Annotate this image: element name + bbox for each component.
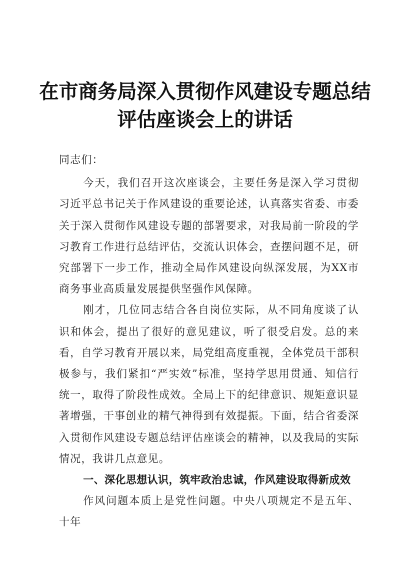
salutation: 同志们： <box>59 154 104 166</box>
document-body <box>59 150 359 534</box>
section-paragraph: 作风问题本质上是党性问题。中央八项规定不是五年、十年 <box>59 495 359 529</box>
section-heading: 一、深化思想认识，筑牢政治忠诚，作风建设取得新成效 <box>83 474 351 487</box>
document-title: 在市商务局深入贯彻作风建设专题总结评估座谈会上的讲话 <box>39 80 371 131</box>
paragraph-intro: 今天，我们召开这次座谈会，主要任务是深入学习贯彻习近平总书记关于作风建设的重要论述，认真落实省委、市委关于深入贯彻作风建设专题的部署要求，对我局前一阶段的学习教育工作进行总结评估，交流认识体会，查摆问题不足，研究部署下一步工作，推动全局作风建设向纵深发展，为XX市商务事业高质量发展提供坚强作风保障。 <box>59 177 359 296</box>
paragraph-summary: 刚才，几位同志结合各自岗位实际，从不同角度谈了认识和体会，提出了很好的意见建议，听了很受启发。总的来看，自学习教育开展以来，局党组高度重视，全体党员干部积极参与，我们紧扣“严实效”标准，坚持学思用贯通、知信行统一，取得了阶段性成效。全局上下的纪律意识、规矩意识显著增强，干事创业的精气神得到有效提振。下面，结合省委深入贯彻作风建设专题总结评估座谈会的精神，以及我局的实际情况，我讲几点意见。 <box>59 304 359 465</box>
